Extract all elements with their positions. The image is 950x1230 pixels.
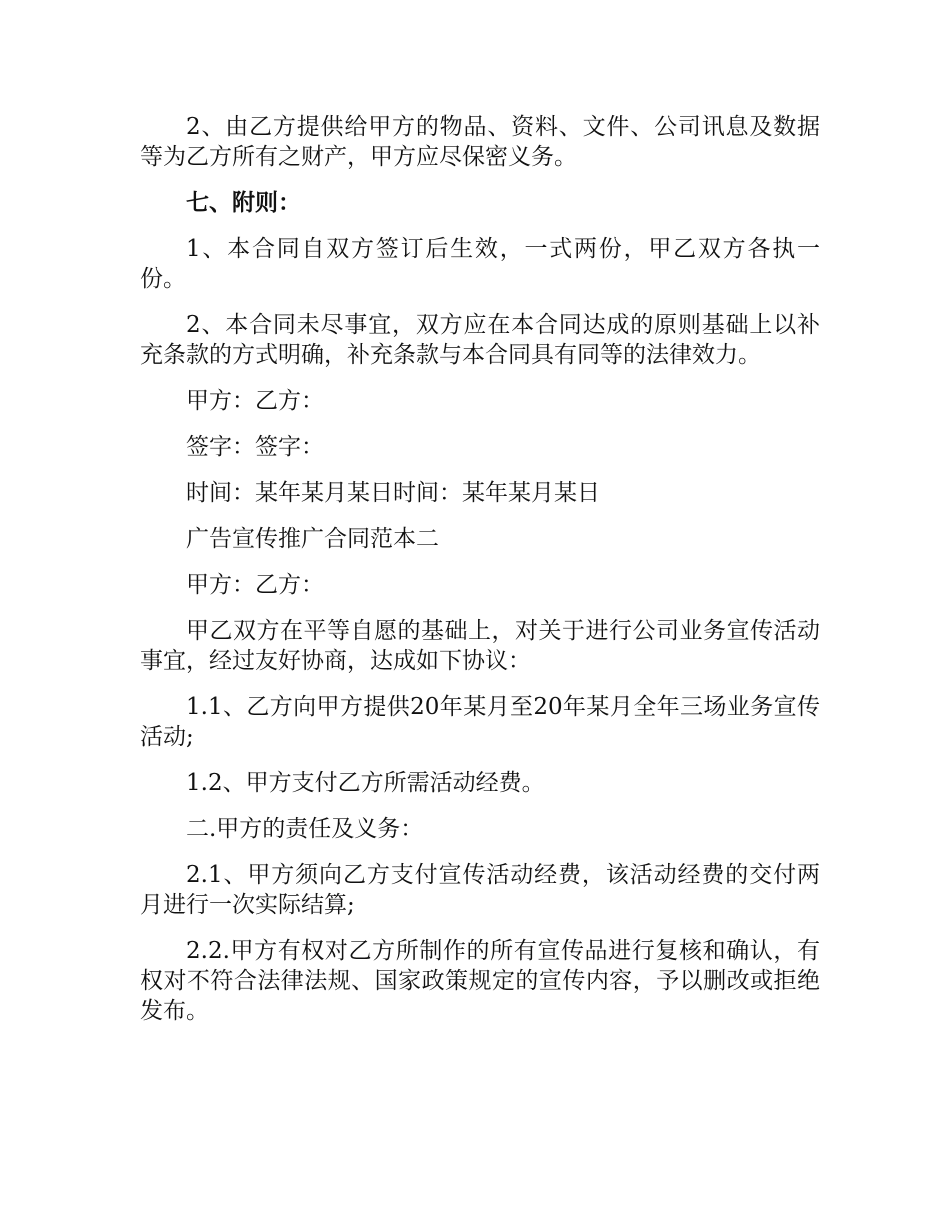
paragraph-preamble: 甲乙双方在平等自愿的基础上，对关于进行公司业务宣传活动事宜，经过友好协商，达成如下协议： — [140, 618, 820, 674]
paragraph-item-supplementary-terms: 2、本合同未尽事宜，双方应在本合同达成的原则基础上以补充条款的方式明确，补充条款与本合同具有同等的法律效力。 — [140, 312, 820, 368]
paragraph-item-confidential-property: 2、由乙方提供给甲方的物品、资料、文件、公司讯息及数据等为乙方所有之财产，甲方应尽保密义务。 — [140, 114, 820, 170]
contract-title-two: 广告宣传推广合同范本二 — [186, 526, 439, 552]
section-heading-supplementary-provisions: 七、附则： — [186, 189, 301, 216]
paragraph-item-1-1: 1.1、乙方向甲方提供20年某月至20年某月全年三场业务宣传活动; — [140, 694, 820, 750]
paragraph-item-effective-date: 1、本合同自双方签订后生效，一式两份，甲乙双方各执一份。 — [140, 236, 820, 292]
document-page — [140, 112, 820, 1042]
party-line: 甲方：乙方： — [186, 388, 324, 414]
paragraph-item-2-1: 2.1、甲方须向乙方支付宣传活动经费，该活动经费的交付两月进行一次实际结算; — [140, 862, 820, 918]
date-line: 时间：某年某月某日时间：某年某月某日 — [186, 480, 600, 506]
paragraph-item-2-2: 2.2.甲方有权对乙方所制作的所有宣传品进行复核和确认，有权对不符合法律法规、国家政策规定的宣传内容，予以删改或拒绝发布。 — [140, 938, 820, 1024]
paragraph-item-1-2: 1.2、甲方支付乙方所需活动经费。 — [186, 770, 545, 796]
party-line-two: 甲方：乙方： — [186, 572, 324, 598]
signature-line: 签字：签字： — [186, 434, 324, 460]
section-heading-party-a-duties: 二.甲方的责任及义务： — [186, 816, 424, 842]
